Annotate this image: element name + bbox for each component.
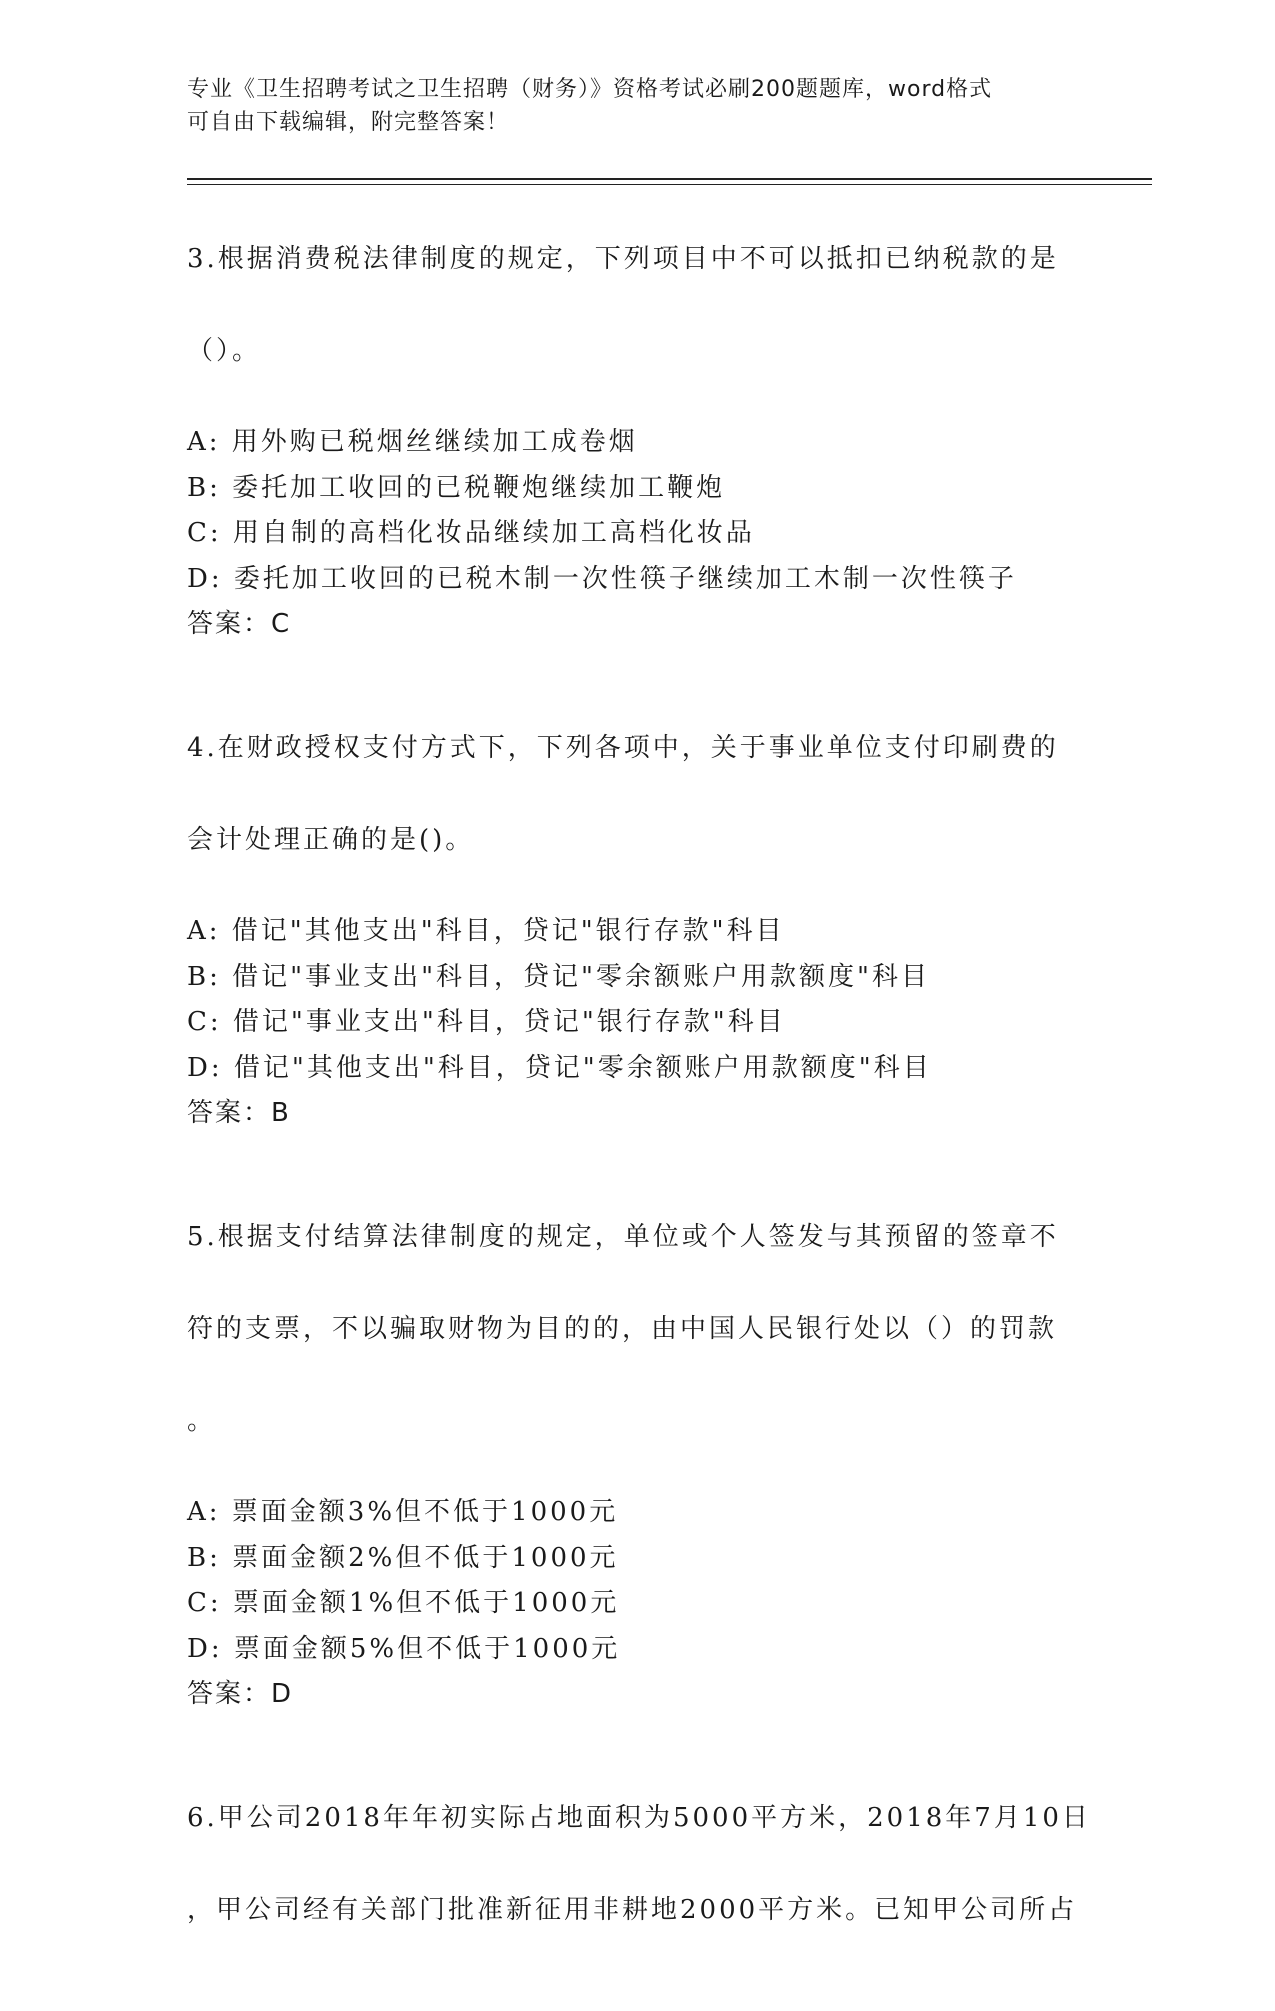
option-c: C: 借记"事业支出"科目，贷记"银行存款"科目 <box>187 1007 786 1037</box>
option-b: B: 票面金额2%但不低于1000元 <box>187 1542 619 1573</box>
question-stem-line: 会计处理正确的是()。 <box>187 825 475 855</box>
question-stem-line: 3.根据消费税法律制度的规定，下列项目中不可以抵扣已纳税款的是 <box>187 244 1059 274</box>
header-line-2: 可自由下载编辑，附完整答案！ <box>187 110 510 135</box>
header-line-1: 专业《卫生招聘考试之卫生招聘（财务）》资格考试必刷200题题库，word格式 <box>187 77 993 102</box>
question-4 <box>187 679 1087 1136</box>
option-b: B: 借记"事业支出"科目，贷记"零余额账户用款额度"科目 <box>187 961 930 992</box>
question-6 <box>187 1749 1091 1979</box>
question-stem <box>187 190 1087 420</box>
option-a: A: 借记"其他支出"科目，贷记"银行存款"科目 <box>187 916 785 946</box>
option-d: D: 借记"其他支出"科目，贷记"零余额账户用款额度"科目 <box>187 1052 932 1083</box>
option-d: D: 委托加工收回的已税木制一次性筷子继续加工木制一次性筷子 <box>187 563 1017 594</box>
answer-line: 答案：B <box>187 1098 291 1128</box>
question-5 <box>187 1168 1087 1717</box>
question-stem-line: 4.在财政授权支付方式下，下列各项中，关于事业单位支付印刷费的 <box>187 733 1059 763</box>
question-stem-line: 5.根据支付结算法律制度的规定，单位或个人签发与其预留的签章不 <box>187 1222 1059 1252</box>
header-divider-thin <box>187 184 1152 185</box>
answer-line: 答案：D <box>187 1679 294 1709</box>
answer-line: 答案：C <box>187 609 292 639</box>
question-list <box>187 190 1091 2011</box>
question-stem-line: 。 <box>187 1406 217 1436</box>
option-a: A: 用外购已税烟丝继续加工成卷烟 <box>187 427 638 457</box>
option-b: B: 委托加工收回的已税鞭炮继续加工鞭炮 <box>187 472 726 503</box>
question-stem-line: 6.甲公司2018年年初实际占地面积为5000平方米，2018年7月10日 <box>187 1803 1091 1833</box>
question-stem-line: 符的支票，不以骗取财物为目的的，由中国人民银行处以（）的罚款 <box>187 1314 1058 1344</box>
option-c: C: 票面金额1%但不低于1000元 <box>187 1588 620 1618</box>
document-header <box>187 73 1087 139</box>
option-c: C: 用自制的高档化妆品继续加工高档化妆品 <box>187 518 755 548</box>
question-stem-line: （）。 <box>187 336 262 366</box>
question-stem <box>187 679 1087 909</box>
option-d: D: 票面金额5%但不低于1000元 <box>187 1633 621 1664</box>
question-3 <box>187 190 1087 647</box>
question-stem <box>187 1749 1091 1979</box>
question-stem-line: ，甲公司经有关部门批准新征用非耕地2000平方米。已知甲公司所占 <box>187 1895 1078 1925</box>
header-divider-thick <box>187 178 1152 180</box>
option-a: A: 票面金额3%但不低于1000元 <box>187 1497 619 1527</box>
question-stem <box>187 1168 1087 1490</box>
